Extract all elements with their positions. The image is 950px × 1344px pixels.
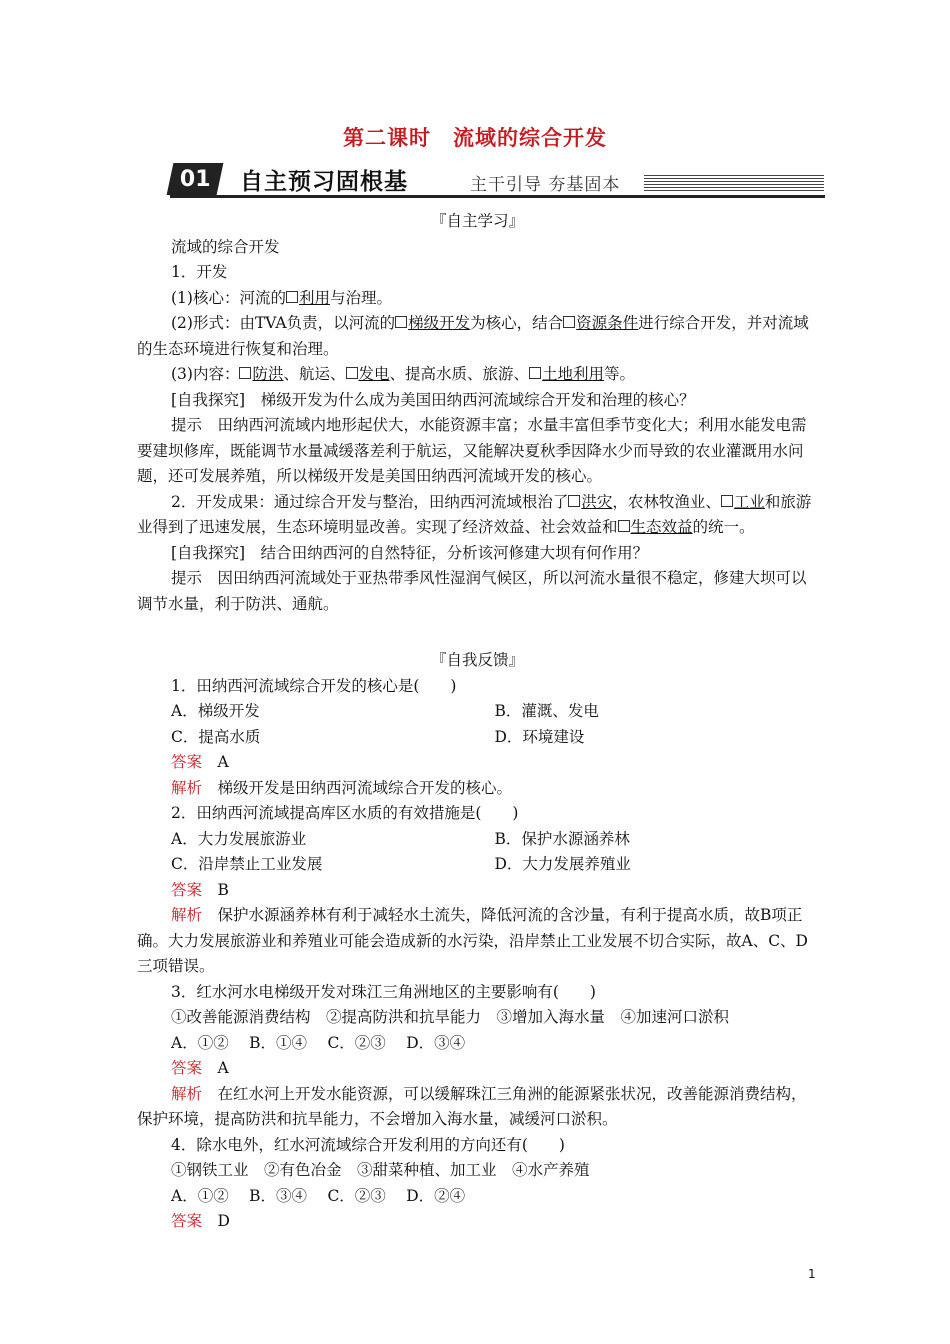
question-1-analysis: 解析 梯级开发是田纳西河流域综合开发的核心。 (171, 778, 513, 797)
question-4-answer: 答案 D (171, 1212, 230, 1230)
question-3-stem: 3．红水河水电梯级开发对珠江三角洲地区的主要影响有( ) (171, 982, 596, 1001)
question-3-analysis: 解析 在红水河上开发水能资源，可以缓解珠江三角洲的能源紧张状况，改善能源消费结构，保护环境，提高防洪和抗旱能力，不会增加入海水量，减缓河口淤积。 (137, 1084, 807, 1128)
question-3-items: ①改善能源消费结构 ②提高防洪和抗旱能力 ③增加入海水量 ④加速河口淤积 (171, 1008, 730, 1026)
question-1-answer: 答案 A (171, 753, 229, 771)
fill-blank: 工业 (733, 492, 765, 511)
section-heading-feedback: 『自我反馈』 (430, 651, 524, 669)
fill-blank: 资源条件 (576, 314, 639, 332)
fill-blank: 发电 (358, 365, 390, 383)
question-2-options-ab: A．大力发展旅游业 B．保护水源涵养林 (171, 829, 630, 848)
topic-line: 流域的综合开发 (171, 237, 280, 256)
question-3-options: A．①② B．①④ C．②③ D．③④ (171, 1033, 466, 1052)
content-line: (3)内容： 防洪、航运、 发电、提高水质、旅游、 土地利用等。 (171, 365, 636, 383)
question-4-stem: 4．除水电外，红水河流域综合开发利用的方向还有( ) (171, 1135, 565, 1154)
form-line: (2)形式：由TVA负责，以河流的 梯级开发为核心，结合 资源条件进行综合开发，并对流域的生态环境进行恢复和治理。 (137, 314, 809, 358)
fill-blank: 梯级开发 (408, 314, 471, 332)
question-4-items: ①钢铁工业 ②有色冶金 ③甜菜种植、加工业 ④水产养殖 (171, 1161, 590, 1179)
document-body (137, 209, 818, 1235)
banner-subtitle: 主干引导 夯基固本 (470, 175, 621, 195)
question-4-options: A．①② B．③④ C．②③ D．②④ (171, 1186, 466, 1205)
core-line: (1)核心：河流的 利用与治理。 (171, 288, 392, 307)
fill-blank: 洪灾 (581, 492, 613, 511)
explore-answer-2: 提示 因田纳西河流域处于亚热带季风性湿润气候区，所以河流水量很不稳定，修建大坝可以调节水量，利于防洪、通航。 (137, 569, 807, 613)
question-2-stem: 2．田纳西河流域提高库区水质的有效措施是( ) (171, 804, 519, 822)
question-1-stem: 1．田纳西河流域综合开发的核心是( ) (171, 676, 457, 695)
fill-blank: 防洪 (252, 365, 284, 383)
banner-title: 自主预习固根基 (240, 169, 408, 195)
question-3-answer: 答案 A (171, 1059, 229, 1077)
question-2-options-cd: C．沿岸禁止工业发展 D．大力发展养殖业 (171, 855, 631, 873)
lesson-title: 第二课时 流域的综合开发 (343, 126, 607, 150)
explore-question-1: [自我探究] 梯级开发为什么成为美国田纳西河流域综合开发和治理的核心？ (171, 390, 695, 409)
fill-blank: 生态效益 (630, 518, 693, 536)
fill-blank: 土地利用 (542, 365, 605, 383)
banner-underline (170, 195, 825, 198)
explore-question-2: [自我探究] 结合田纳西河的自然特征，分析该河修建大坝有何作用？ (171, 543, 649, 562)
question-2-answer: 答案 B (171, 880, 229, 899)
page-number: 1 (808, 1267, 816, 1281)
result-line: 2．开发成果：通过综合开发与整治，田纳西河流域根治了 洪灾，农林牧渔业、 工业和旅游业得到了迅速发展，生态环境明显改善。实现了经济效益、社会效益和 生态效益的统一。 (137, 492, 812, 536)
question-2-analysis: 解析 保护水源涵养林有利于减轻水土流失，降低河流的含沙量，有利于提高水质，故B项正确。大力发展旅游业和养殖业可能会造成新的水污染，沿岸禁止工业发展不切合实际，故A、C、D三项错误。 (137, 906, 808, 975)
banner-decoration (644, 175, 824, 191)
fill-blank: 利用 (298, 288, 330, 307)
explore-answer-1: 提示 田纳西河流域内地形起伏大，水能资源丰富；水量丰富但季节变化大；利用水能发电需要建坝修库，既能调节水量减缓落差利于航运，又能解决夏秋季因降水少而导致的农业灌溉用水问题，还可发展养殖，所以梯级开发是美国田纳西河流域开发的核心。 (137, 416, 807, 485)
section-heading-study: 『自主学习』 (430, 212, 524, 230)
question-1-options-ab: A．梯级开发 B．灌溉、发电 (171, 702, 599, 720)
question-1-options-cd: C．提高水质 D．环境建设 (171, 727, 585, 746)
item-1: 1．开发 (171, 263, 228, 281)
section-banner (170, 161, 825, 199)
banner-number: 01 (167, 163, 224, 195)
